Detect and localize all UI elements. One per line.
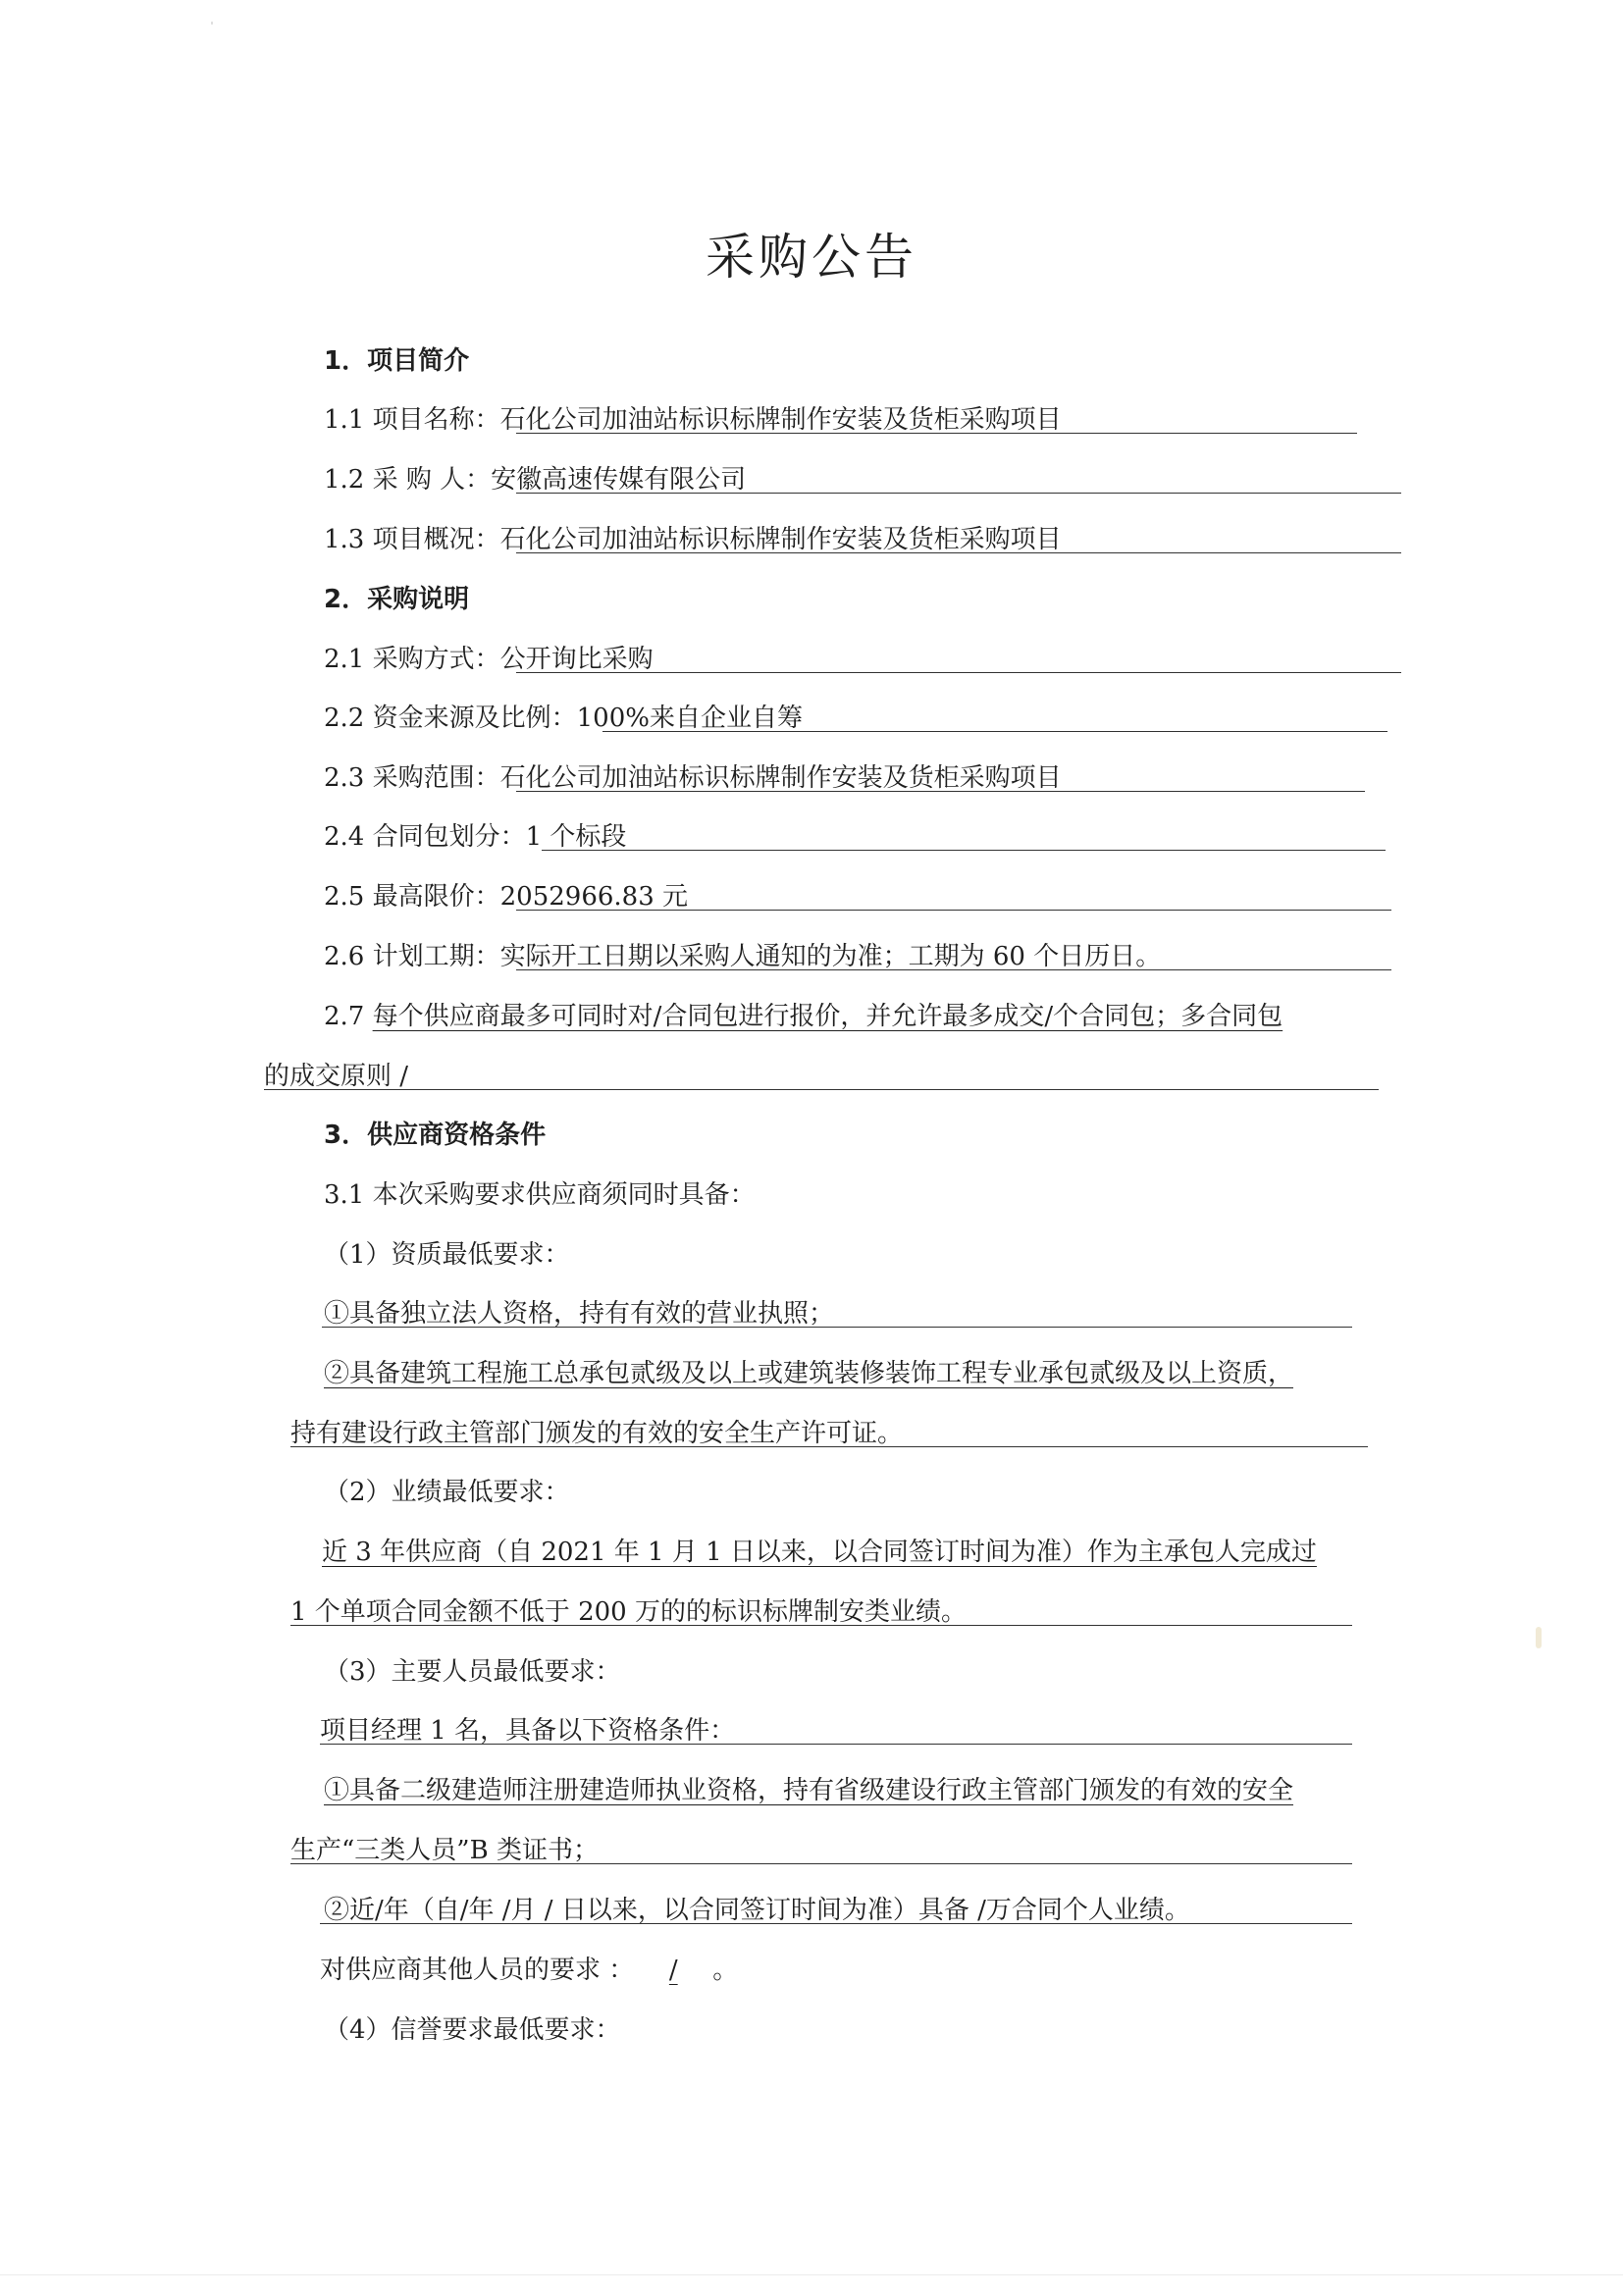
row-2-4-label: 2.4 合同包划分： xyxy=(324,822,526,852)
row-1-2-underline xyxy=(516,493,1401,494)
row-1-3 xyxy=(324,519,1062,555)
row-2-3 xyxy=(324,757,1062,794)
q2-heading: （2）业绩最低要求： xyxy=(324,1478,570,1507)
q3-other xyxy=(320,1950,738,1986)
q3-item-2-underline xyxy=(320,1923,1352,1924)
q3-item-1a: ①具备二级建造师注册建造师执业资格，持有省级建设行政主管部门颁发的有效的安全 xyxy=(324,1776,1294,1805)
row-2-5 xyxy=(324,876,688,913)
section-2-heading: 2．采购说明 xyxy=(324,585,470,614)
scan-edge-line xyxy=(0,2274,1623,2275)
q1-item-2b-underline xyxy=(290,1446,1368,1447)
section-3-heading: 3．供应商资格条件 xyxy=(324,1121,547,1150)
q1-heading: （1）资质最低要求： xyxy=(324,1240,570,1270)
row-1-3-label: 1.3 项目概况： xyxy=(324,525,500,554)
row-2-7-label: 2.7 xyxy=(324,1002,373,1031)
q3-other-end: 。 xyxy=(712,1956,739,1985)
row-1-2-value: 安徽高速传媒有限公司 xyxy=(491,465,747,495)
q2-line-2: 1 个单项合同金额不低于 200 万的的标识标牌制安类业绩。 xyxy=(290,1597,967,1627)
row-2-1-underline xyxy=(516,672,1401,673)
row-2-4 xyxy=(324,816,626,853)
row-1-3-value: 石化公司加油站标识标牌制作安装及货柜采购项目 xyxy=(499,525,1062,554)
row-2-2-underline xyxy=(602,731,1387,732)
row-2-7-underline xyxy=(264,1089,1379,1090)
row-1-2 xyxy=(324,459,746,496)
row-1-1-underline xyxy=(516,433,1357,434)
row-2-5-value: 2052966.83 元 xyxy=(499,882,689,912)
q3-heading: （3）主要人员最低要求： xyxy=(324,1657,621,1687)
row-2-4-underline xyxy=(542,850,1386,851)
q3-pm: 项目经理 1 名，具备以下资格条件： xyxy=(320,1716,736,1746)
row-2-1-label: 2.1 采购方式： xyxy=(324,645,500,674)
row-2-7-value-1: 每个供应商最多可同时对/合同包进行报价，并允许最多成交/个合同包；多合同包 xyxy=(372,1002,1283,1031)
row-2-3-value: 石化公司加油站标识标牌制作安装及货柜采购项目 xyxy=(499,763,1062,793)
q1-item-1: ①具备独立法人资格，持有有效的营业执照； xyxy=(324,1299,835,1329)
q1-item-2a: ②具备建筑工程施工总承包贰级及以上或建筑装修装饰工程专业承包贰级及以上资质， xyxy=(324,1359,1294,1388)
row-2-6-label: 2.6 计划工期： xyxy=(324,942,500,971)
row-1-1-label: 1.1 项目名称： xyxy=(324,405,500,435)
row-2-7-cont: 的成交原则 / xyxy=(264,1062,409,1091)
q2-line-2-underline xyxy=(290,1625,1352,1626)
row-2-5-underline xyxy=(516,910,1391,911)
page-title: 采购公告 xyxy=(706,229,917,286)
row-2-3-underline xyxy=(516,791,1365,792)
row-2-2-label: 2.2 资金来源及比例： xyxy=(324,704,577,733)
q3-item-1b-underline xyxy=(290,1863,1352,1864)
scan-smudge xyxy=(1536,1627,1542,1648)
q3-other-value: / xyxy=(668,1956,678,1985)
q1-item-1-underline xyxy=(322,1327,1352,1328)
row-2-7 xyxy=(324,996,1283,1032)
q3-item-2: ②近/年（自/年 /月 / 日以来，以合同签订时间为准）具备 /万合同个人业绩。 xyxy=(324,1896,1190,1925)
row-2-2-value: 100%来自企业自筹 xyxy=(576,704,803,733)
row-2-4-value: 1 个标段 xyxy=(525,822,627,852)
section-3-intro: 3.1 本次采购要求供应商须同时具备： xyxy=(324,1180,756,1210)
row-1-1-value: 石化公司加油站标识标牌制作安装及货柜采购项目 xyxy=(499,405,1062,435)
row-2-6 xyxy=(324,936,1161,972)
row-2-2 xyxy=(324,698,803,734)
q1-item-2b: 持有建设行政主管部门颁发的有效的安全生产许可证。 xyxy=(290,1419,904,1448)
q3-pm-underline xyxy=(320,1744,1352,1745)
section-1-heading: 1．项目简介 xyxy=(324,346,470,376)
q3-item-1b: 生产“三类人员”B 类证书； xyxy=(290,1836,599,1865)
row-2-1-value: 公开询比采购 xyxy=(499,645,654,674)
row-1-2-label: 1.2 采 购 人： xyxy=(324,465,492,495)
q4-heading: （4）信誉要求最低要求： xyxy=(324,2015,621,2045)
q3-other-label: 对供应商其他人员的要求 ： xyxy=(320,1956,635,1985)
row-2-3-label: 2.3 采购范围： xyxy=(324,763,500,793)
row-1-3-underline xyxy=(516,552,1401,553)
row-2-5-label: 2.5 最高限价： xyxy=(324,882,500,912)
scan-speck xyxy=(211,22,213,25)
row-2-6-underline xyxy=(516,969,1391,970)
row-2-6-value: 实际开工日期以采购人通知的为准；工期为 60 个日历日。 xyxy=(499,942,1162,971)
row-2-1 xyxy=(324,639,654,675)
row-1-1 xyxy=(324,399,1062,436)
q2-line-1: 近 3 年供应商（自 2021 年 1 月 1 日以来，以合同签订时间为准）作为主承包人完成过 xyxy=(322,1538,1317,1567)
